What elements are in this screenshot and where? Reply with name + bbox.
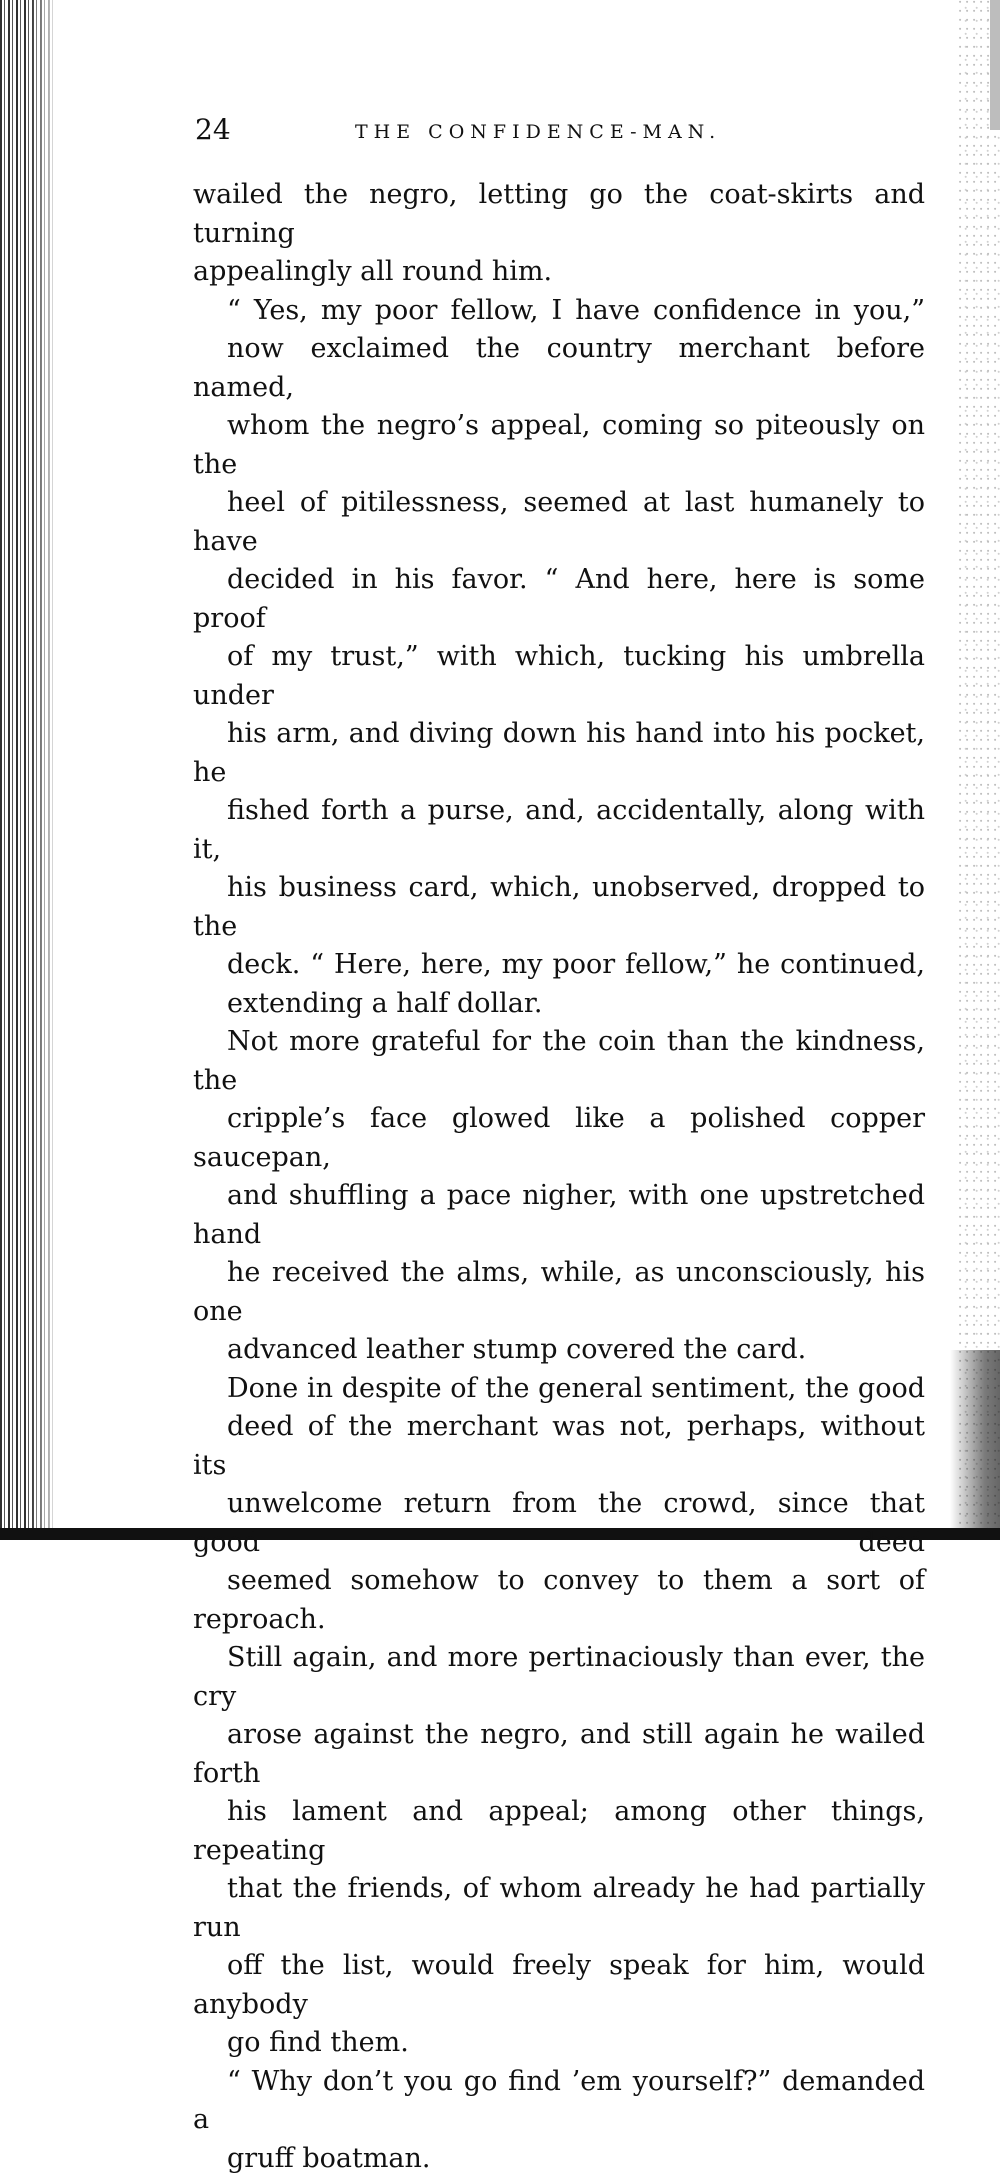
text-line: seemed somehow to convey to them a sort of reproach.: [193, 1562, 925, 1639]
text-line: Still again, and more pertinaciously than ever, the cry: [193, 1639, 925, 1716]
text-line: whom the negro’s appeal, coming so piteously on the: [193, 407, 925, 484]
paragraph: [193, 1023, 925, 1370]
text-line: of my trust,” with which, tucking his umbrella under: [193, 638, 925, 715]
text-line: he received the alms, while, as unconsciously, his one: [193, 1254, 925, 1331]
page-edge-shadow-bottom: [950, 1350, 1000, 1540]
page-edge-shadow-top: [990, 0, 1000, 130]
paragraph: [193, 292, 925, 1024]
paragraph: [193, 2063, 925, 2178]
text-line: arose against the negro, and still again he wailed forth: [193, 1716, 925, 1793]
text-line: off the list, would freely speak for him, would anybody: [193, 1947, 925, 2024]
body-text: [193, 176, 925, 2178]
text-line: his lament and appeal; among other things, repeating: [193, 1793, 925, 1870]
text-line: heel of pitilessness, seemed at last humanely to have: [193, 484, 925, 561]
page-header: [195, 112, 925, 152]
paragraph: [193, 176, 925, 292]
text-line: Done in despite of the general sentiment, the good: [193, 1370, 925, 1409]
text-line: Not more grateful for the coin than the kindness, the: [193, 1023, 925, 1100]
running-head: THE CONFIDENCE-MAN.: [355, 118, 721, 146]
text-line: appealingly all round him.: [193, 253, 925, 292]
paragraph: [193, 1370, 925, 2063]
text-line: “ Why don’t you go find ’em yourself?” demanded a: [193, 2063, 925, 2140]
text-line: gruff boatman.: [193, 2140, 925, 2178]
text-line: unwelcome return from the crowd, since that good deed: [193, 1485, 925, 1562]
text-line: and shuffling a pace nigher, with one upstretched hand: [193, 1177, 925, 1254]
text-line: deck. “ Here, here, my poor fellow,” he continued,: [193, 946, 925, 985]
text-line: that the friends, of whom already he had partially run: [193, 1870, 925, 1947]
text-line: decided in his favor. “ And here, here is some proof: [193, 561, 925, 638]
text-line: extending a half dollar.: [193, 985, 925, 1024]
text-line: advanced leather stump covered the card.: [193, 1331, 925, 1370]
text-line: cripple’s face glowed like a polished copper saucepan,: [193, 1100, 925, 1177]
text-line: wailed the negro, letting go the coat-skirts and turning: [193, 176, 925, 253]
text-line: now exclaimed the country merchant before named,: [193, 330, 925, 407]
text-line: go find them.: [193, 2024, 925, 2063]
text-line: his arm, and diving down his hand into his pocket, he: [193, 715, 925, 792]
text-line: fished forth a purse, and, accidentally, along with it,: [193, 792, 925, 869]
page-edge-speckle: [958, 0, 1000, 1540]
text-line: his business card, which, unobserved, dropped to the: [193, 869, 925, 946]
page-number: 24: [195, 112, 231, 148]
text-line: deed of the merchant was not, perhaps, without its: [193, 1408, 925, 1485]
text-line: “ Yes, my poor fellow, I have confidence in you,”: [193, 292, 925, 331]
binding-gutter-fade: [30, 0, 60, 1540]
